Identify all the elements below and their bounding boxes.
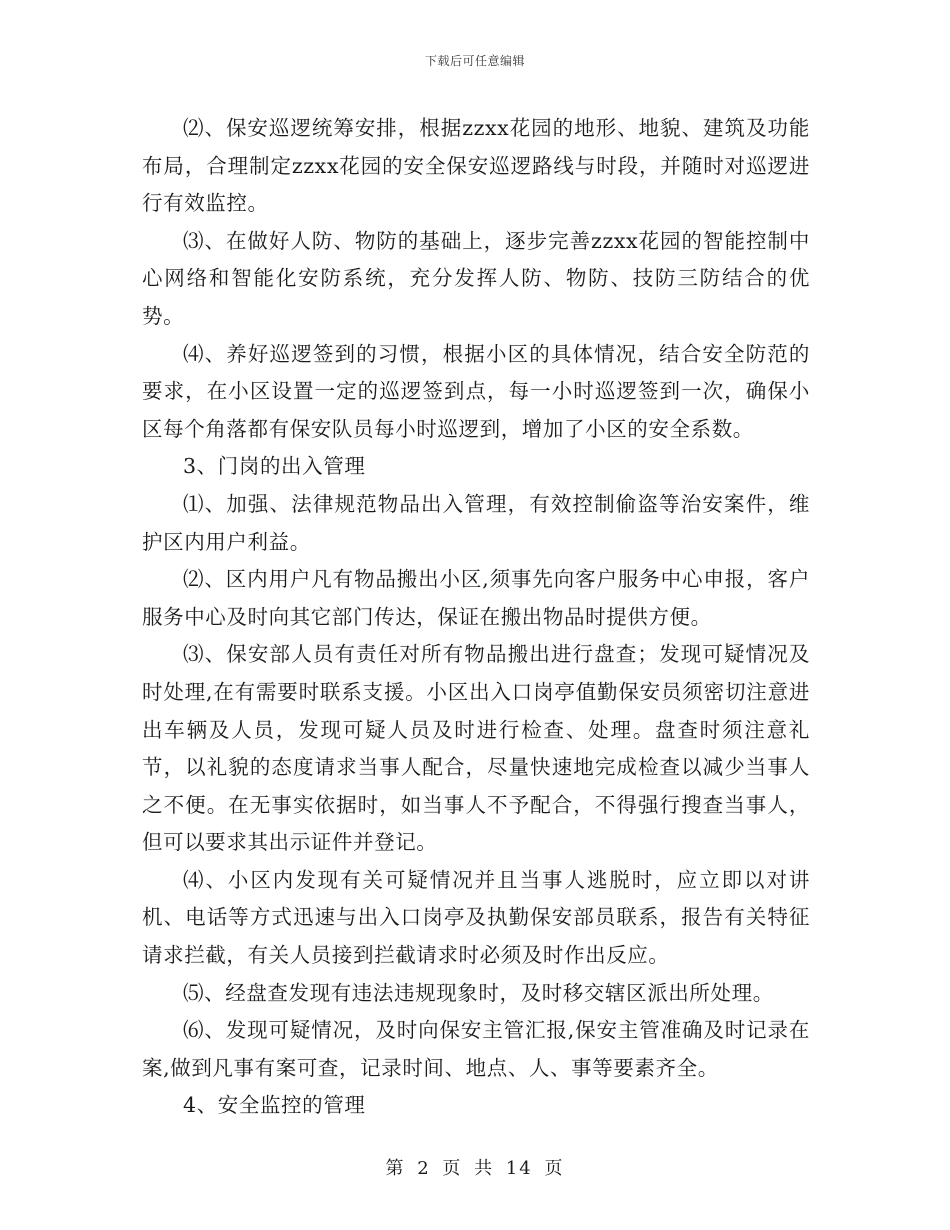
paragraph-violation-handover: ⑸、经盘查发现有违法违规现象时，及时移交辖区派出所处理。 bbox=[183, 980, 774, 1005]
section-heading-gate-access: 3、门岗的出入管理 bbox=[183, 454, 366, 479]
paragraph-goods-control: ⑴、加强、法律规范物品出入管理，有效控制偷盗等治安案件，维护区内用户利益。 bbox=[142, 491, 810, 554]
paragraph-patrol-checkin: ⑷、养好巡逻签到的习惯，根据小区的具体情况，结合安全防范的要求，在小区设置一定的巡逻签到点，每一小时巡逻签到一次，确保小区每个角落都有保安队员每小时巡逻到，增加了小区的安全系数。 bbox=[142, 341, 810, 441]
paragraph-goods-declaration: ⑵、区内用户凡有物品搬出小区,须事先向客户服务中心申报，客户服务中心及时向其它部门传达，保证在搬出物品时提供方便。 bbox=[142, 567, 810, 629]
paragraph-suspicious-escape: ⑷、小区内发现有关可疑情况并且当事人逃脱时，应立即以对讲机、电话等方式迅速与出入口岗亭及执勤保安部员联系，报告有关特征请求拦截，有关人员接到拦截请求时必须及时作出反应。 bbox=[142, 867, 810, 968]
document-body bbox=[142, 110, 810, 1125]
page-header: 下载后可任意编辑 bbox=[424, 54, 525, 68]
paragraph-smart-security: ⑶、在做好人防、物防的基础上，逐步完善zzxx花园的智能控制中心网络和智能化安防系统，充分发挥人防、物防、技防三防结合的优势。 bbox=[142, 228, 810, 328]
paragraph-report-record: ⑹、发现可疑情况，及时向保安主管汇报,保安主管准确及时记录在案,做到凡事有案可查，记录时间、地点、人、事等要素齐全。 bbox=[142, 1018, 810, 1080]
page-number-footer: 第 2 页 共 14 页 bbox=[385, 1158, 565, 1179]
section-heading-monitoring: 4、安全监控的管理 bbox=[183, 1093, 366, 1118]
paragraph-patrol-arrangement: ⑵、保安巡逻统筹安排，根据zzxx花园的地形、地貌、建筑及功能布局，合理制定zzxx花园的安全保安巡逻路线与时段，并随时对巡逻进行有效监控。 bbox=[142, 116, 810, 216]
paragraph-inspection: ⑶、保安部人员有责任对所有物品搬出进行盘查；发现可疑情况及时处理,在有需要时联系支援。小区出入口岗亭值勤保安员须密切注意进出车辆及人员，发现可疑人员及时进行检查、处理。盘查时须注意礼节，以礼貌的态度请求当事人配合，尽量快速地完成检查以减少当事人之不便。在无事实依据时，如当事人不予配合，不得强行搜查当事人，但可以要求其出示证件并登记。 bbox=[142, 642, 810, 855]
